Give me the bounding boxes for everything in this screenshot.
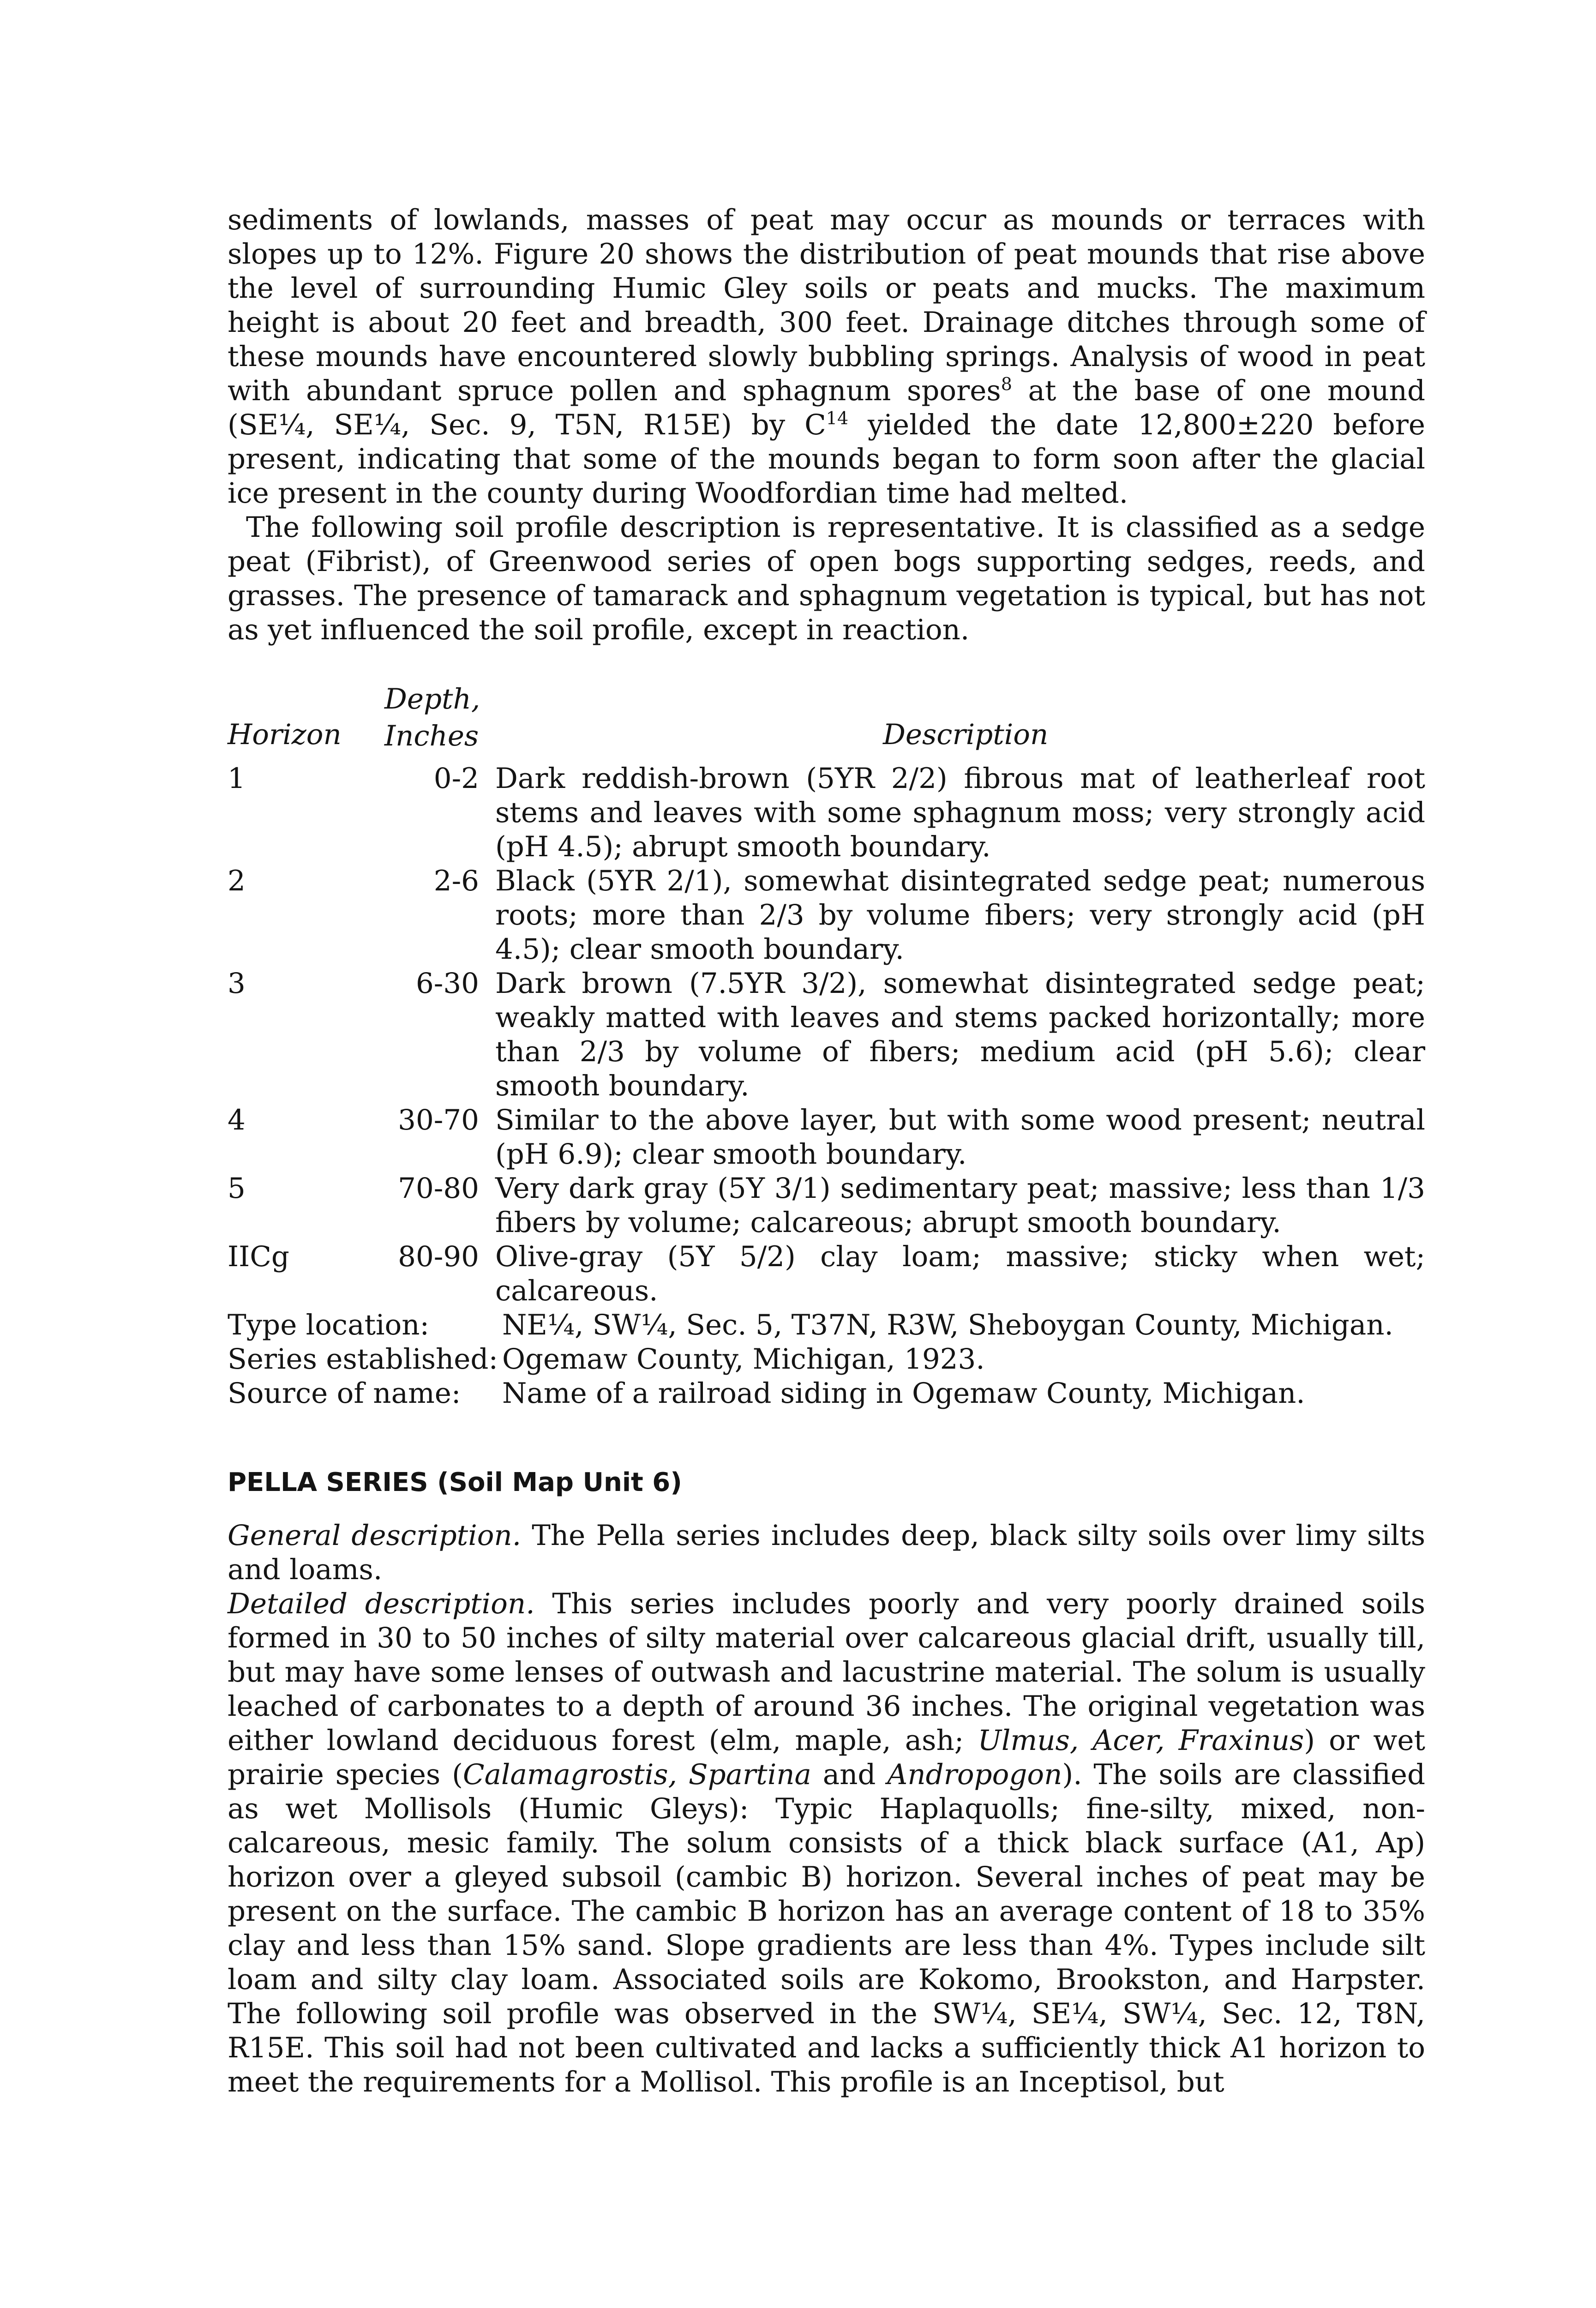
horizon-cell: 5 <box>228 1172 246 1205</box>
footnote-ref: 8 <box>1001 374 1012 394</box>
profile-table <box>228 762 1425 1411</box>
table-row <box>228 762 1425 864</box>
type-location-row <box>228 1308 1425 1342</box>
genera-andropogon: Andropogon <box>887 1758 1062 1791</box>
description-cell: Black (5YR 2/1), somewhat disintegrated sedge peat; numerous roots; more than 2/3 by volume fibers; very strongly acid (pH 4.5); clear smooth boundary. <box>495 865 1425 966</box>
depth-cell: 0-2 <box>433 762 479 795</box>
meta-label: Series established: <box>228 1343 498 1376</box>
header-description: Description <box>883 718 1049 751</box>
isotope-superscript: 14 <box>826 408 849 428</box>
section-heading: PELLA SERIES (Soil Map Unit 6) <box>228 1467 682 1497</box>
table-row <box>228 1103 1425 1172</box>
pella-section <box>228 1519 1425 2099</box>
intro-text-a: sediments of lowlands, masses of peat may occur as mounds or terraces with slopes up to 12%. Figure 20 shows the distribution of peat mounds that rise above the level of surrounding Humic Gley soils or peats and mucks. The maximum height is about 20 feet and breadth, 300 feet. Drainage ditches through some of these mounds have encountered slowly bubbling springs. Analysis of wood in peat with abundant spruce pollen and sphagnum spores <box>228 204 1425 407</box>
horizon-cell: IICg <box>228 1240 289 1273</box>
table-row <box>228 1240 1425 1308</box>
intro-text-b: at the base of one mound (SE¼, SE¼, Sec. 9, T5N, R15E) by C <box>228 374 1426 441</box>
description-cell: Dark brown (7.5YR 3/2), somewhat disintegrated sedge peat; weakly matted with leaves and stems packed horizontally; more than 2/3 by volume of fibers; medium acid (pH 5.6); clear smooth boundary. <box>495 967 1425 1102</box>
genera-forest: Ulmus, Acer, Fraxinus <box>978 1724 1304 1757</box>
source-of-name-row <box>228 1376 1425 1411</box>
genera-prairie: Calamagrostis, Spartina <box>462 1758 811 1791</box>
description-cell: Dark reddish-brown (5YR 2/2) fibrous mat of leatherleaf root stems and leaves with some sphagnum moss; very strongly acid (pH 4.5); abrupt smooth boundary. <box>495 762 1425 863</box>
table-row <box>228 1172 1425 1240</box>
meta-value: Ogemaw County, Michigan, 1923. <box>502 1343 985 1376</box>
horizon-cell: 2 <box>228 865 246 897</box>
depth-cell: 70-80 <box>398 1172 479 1205</box>
general-description <box>228 1519 1425 1587</box>
meta-value: Name of a railroad siding in Ogemaw County, Michigan. <box>502 1377 1305 1410</box>
detailed-text-3: and <box>811 1758 888 1791</box>
meta-label: Type location: <box>228 1309 430 1341</box>
depth-cell: 2-6 <box>433 865 479 897</box>
depth-cell: 80-90 <box>398 1240 479 1273</box>
profile-table-header <box>228 681 1425 755</box>
depth-cell: 30-70 <box>398 1104 479 1136</box>
description-cell: Olive-gray (5Y 5/2) clay loam; massive; sticky when wet; calcareous. <box>495 1240 1425 1307</box>
detailed-text-2: ) or wet prairie species ( <box>228 1724 1426 1791</box>
header-depth-line-1: Depth, <box>384 683 480 715</box>
meta-label: Source of name: <box>228 1377 461 1410</box>
detailed-description-label: Detailed description. <box>228 1587 535 1620</box>
detailed-text-1: This series includes poorly and very poorly drained soils formed in 30 to 50 inches of silty material over calcareous glacial drift, usually till, but may have some lenses of outwash and lacustrine material. The solum is usually leached of carbonates to a depth of around 36 inches. The original vegetation was either lowland deciduous forest (elm, maple, ash; <box>228 1587 1426 1757</box>
detailed-description <box>228 1587 1425 2099</box>
meta-value: NE¼, SW¼, Sec. 5, T37N, R3W, Sheboygan County, Michigan. <box>502 1309 1393 1341</box>
horizon-cell: 1 <box>228 762 246 795</box>
general-description-label: General description. <box>228 1519 522 1552</box>
intro-section <box>228 203 1425 647</box>
intro-text-c: yielded the date 12,800±220 before present, indicating that some of the mounds began to form soon after the glacial ice present in the county during Woodfordian time had melted. <box>228 409 1425 510</box>
description-cell: Similar to the above layer, but with some wood present; neutral (pH 6.9); clear smooth boundary. <box>495 1104 1425 1171</box>
series-established-row <box>228 1342 1425 1376</box>
depth-cell: 6-30 <box>415 967 479 1000</box>
table-row <box>228 967 1425 1103</box>
intro-paragraph-1 <box>228 203 1425 511</box>
intro-paragraph-2: The following soil profile description is representative. It is classified as a sedge peat (Fibrist), of Greenwood series of open bogs supporting sedges, reeds, and grasses. The presence of tamarack and sphagnum vegetation is typical, but has not as yet influenced the soil profile, except in reaction. <box>228 511 1425 646</box>
header-horizon: Horizon <box>228 718 342 751</box>
table-row <box>228 864 1425 967</box>
header-depth-line-2: Inches <box>384 720 479 752</box>
horizon-cell: 4 <box>228 1104 246 1136</box>
detailed-text-4: ). The soils are classified as wet Mollisols (Humic Gleys): Typic Haplaquolls; fine-silty, mixed, non-calcareous, mesic family. The solum consists of a thick black surface (A1, Ap) horizon over a gleyed subsoil (cambic B) horizon. Several inches of peat may be present on the surface. The cambic B horizon has an average content of 18 to 35% clay and less than 15% sand. Slope gradients are less than 4%. Types include silt loam and silty clay loam. Associated soils are Kokomo, Brookston, and Harpster. The following soil profile was observed in the SW¼, SE¼, SW¼, Sec. 12, T8N, R15E. This soil had not been cultivated and lacks a sufficiently thick A1 horizon to meet the requirements for a Mollisol. This profile is an Inceptisol, but <box>228 1758 1426 2098</box>
general-description-text: The Pella series includes deep, black silty soils over limy silts and loams. <box>228 1519 1425 1586</box>
header-depth <box>384 681 480 755</box>
description-cell: Very dark gray (5Y 3/1) sedimentary peat; massive; less than 1/3 fibers by volume; calcareous; abrupt smooth boundary. <box>495 1172 1425 1239</box>
horizon-cell: 3 <box>228 967 246 1000</box>
